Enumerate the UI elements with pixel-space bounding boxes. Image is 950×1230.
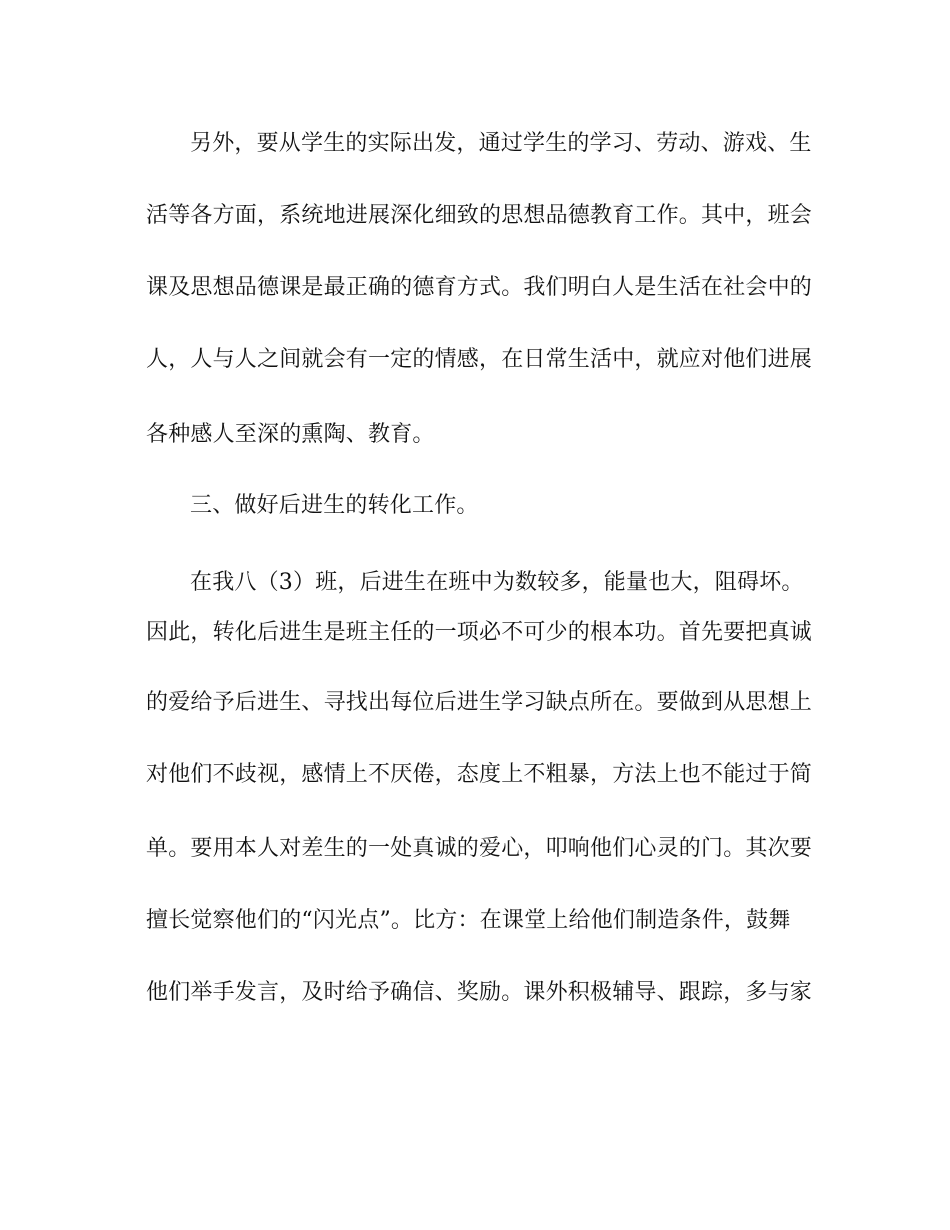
paragraph-1-line-4: 人，人与人之间就会有一定的情感，在日常生活中，就应对他们进展 [146, 347, 813, 372]
paragraph-1-line-5: 各种感人至深的熏陶、教育。 [146, 422, 435, 447]
paragraph-2-line-2: 因此，转化后进生是班主任的一项必不可少的根本功。首先要把真诚 [146, 620, 813, 645]
paragraph-2-line-7: 他们举手发言，及时给予确信、奖励。课外积极辅导、跟踪，多与家 [146, 980, 813, 1005]
paragraph-1-line-1: 另外，要从学生的实际出发，通过学生的学习、劳动、游戏、生 [190, 131, 812, 156]
paragraph-2-line-4: 对他们不歧视，感情上不厌倦，态度上不粗暴，方法上也不能过于简 [146, 762, 813, 787]
paragraph-2-line-5: 单。要用本人对差生的一处真诚的爱心，叩响他们心灵的门。其次要 [146, 836, 813, 861]
paragraph-2-line-1: 在我八（3）班，后进生在班中为数较多，能量也大，阻碍坏。 [190, 570, 804, 595]
paragraph-2-line-3: 的爱给予后进生、寻找出每位后进生学习缺点所在。要做到从思想上 [146, 690, 813, 715]
paragraph-1-line-3: 课及思想品德课是最正确的德育方式。我们明白人是生活在社会中的 [146, 275, 813, 300]
paragraph-1-line-2: 活等各方面，系统地进展深化细致的思想品德教育工作。其中，班会 [146, 203, 813, 228]
paragraph-2-line-6: 擅长觉察他们的“闪光点”。比方：在课堂上给他们制造条件，鼓舞 [146, 908, 791, 933]
section-heading: 三、做好后进生的转化工作。 [190, 493, 479, 518]
